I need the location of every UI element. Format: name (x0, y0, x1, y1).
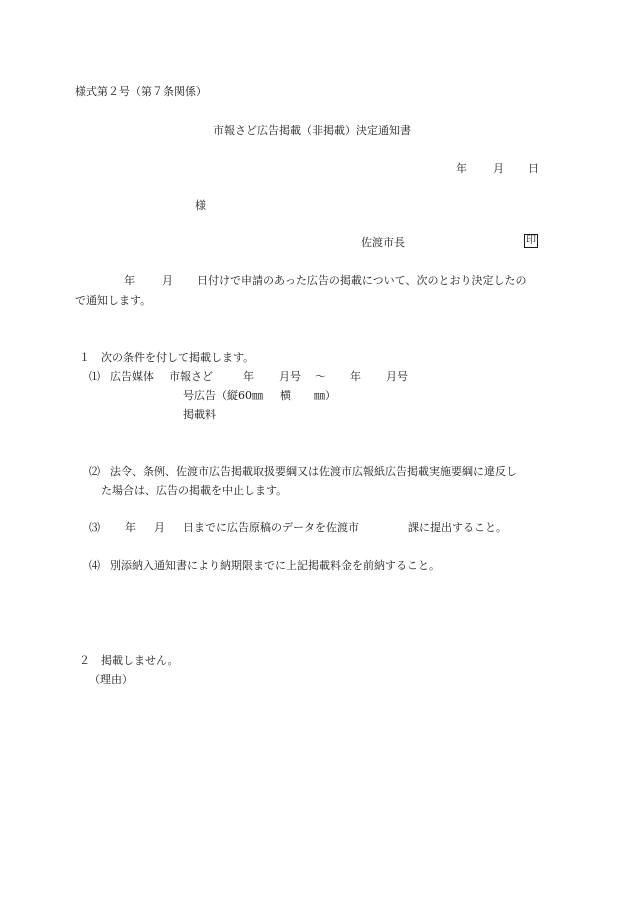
intro-year: 年 (124, 274, 135, 287)
item3-month: 月 (154, 521, 165, 534)
seal-mark: 印 (526, 235, 536, 246)
item3-dept: 課に提出すること。 (408, 521, 507, 534)
date-month: 月 (493, 162, 504, 175)
intro-line2: で通知します。 (75, 294, 152, 307)
intro-month: 月 (162, 274, 173, 287)
reason-label: （理由） (89, 673, 133, 686)
sender-name: 佐渡市長 (361, 236, 405, 249)
item1-medium: 市報さど (169, 370, 213, 383)
item1-to-year: 年 (350, 370, 361, 383)
item3-number: ⑶ (89, 521, 100, 534)
item3-text: 日までに広告原稿のデータを佐渡市 (183, 521, 359, 534)
item1-size-unit: ㎜） (314, 389, 336, 402)
item1-to-month: 月号 (386, 370, 408, 383)
item4-number: ⑷ (89, 559, 100, 572)
form-number: 様式第２号（第７条関係） (75, 85, 207, 98)
document-title: 市報さど広告掲載（非掲載）決定通知書 (213, 124, 411, 137)
item1-label: 広告媒体 (110, 370, 154, 383)
date-day: 日 (528, 162, 539, 175)
item1-fee: 掲載料 (183, 408, 216, 421)
item1-size-width: 横 (280, 389, 291, 402)
item2-number: ⑵ (89, 465, 100, 478)
item1-from-year: 年 (243, 370, 254, 383)
intro-line1: 日付けで申請のあった広告の掲載について、次のとおり決定したの (197, 274, 527, 287)
item1-tilde: ～ (315, 370, 326, 383)
item4-text: 別添納入通知書により納期限までに上記掲載料金を前納すること。 (110, 559, 440, 572)
item2-line2: た場合は、広告の掲載を中止します。 (101, 484, 288, 497)
item1-size-prefix: 号広告（縦60㎜ (183, 389, 263, 402)
item2-line1: 法令、条例、佐渡市広告掲載取扱要綱又は佐渡市広報紙広告掲載実施要綱に違反し (110, 465, 517, 478)
item1-number: ⑴ (89, 370, 100, 383)
date-year: 年 (456, 162, 467, 175)
item1-from-month: 月号 (279, 370, 301, 383)
recipient-suffix: 様 (195, 199, 206, 212)
section2-heading: ２ 掲載しません。 (79, 654, 179, 667)
item3-year: 年 (125, 521, 136, 534)
section1-heading: １ 次の条件を付して掲載します。 (79, 351, 255, 364)
